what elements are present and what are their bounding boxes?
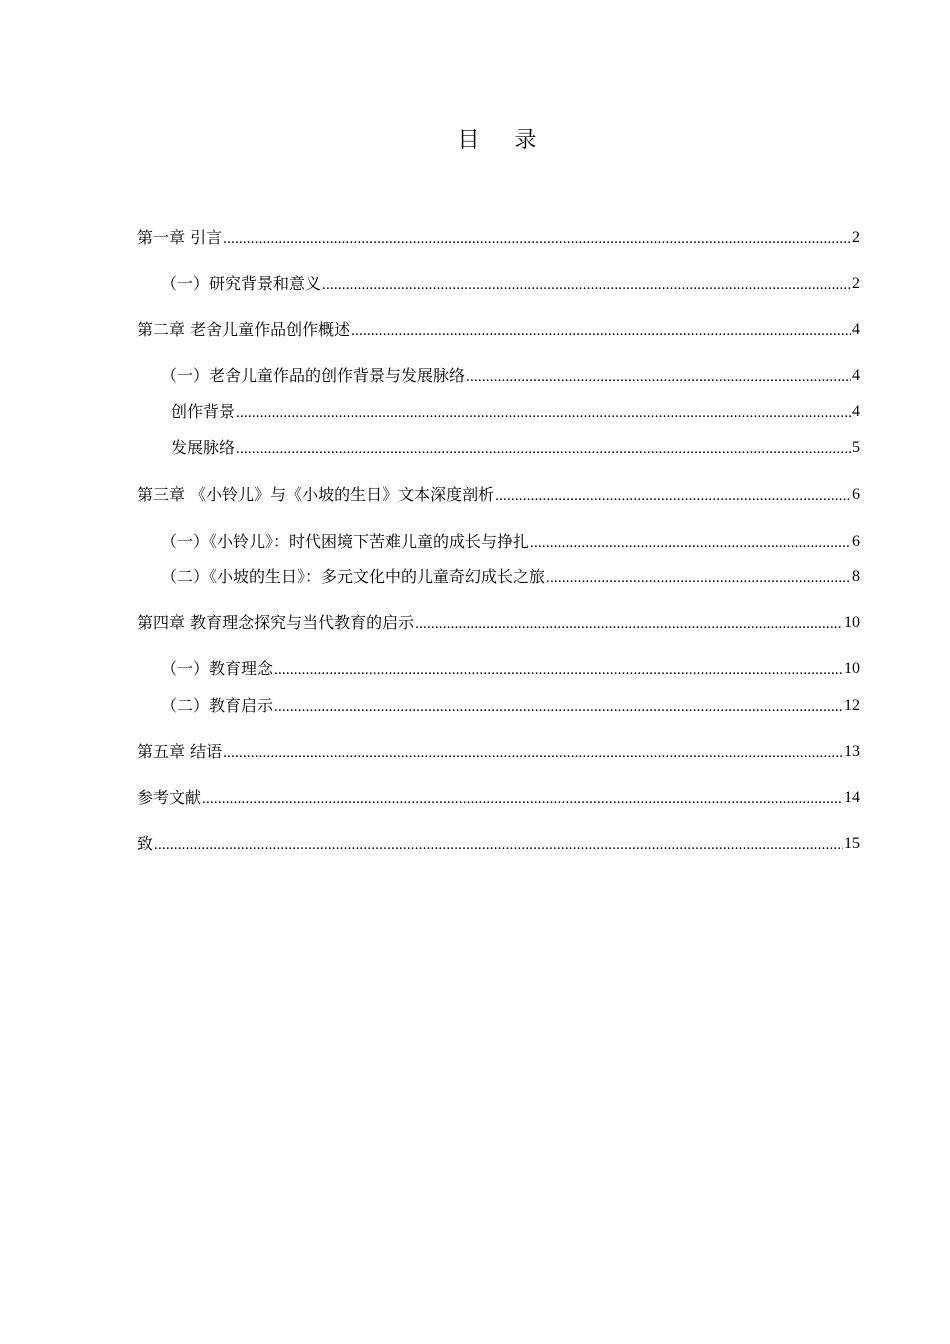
dot-leader xyxy=(236,439,851,459)
toc-entry-subsection-creation-background[interactable] xyxy=(171,401,860,423)
toc-entry-section-3-1[interactable] xyxy=(161,531,860,553)
toc-entry-chapter-2[interactable] xyxy=(137,319,860,341)
toc-entry-chapter-4[interactable] xyxy=(137,612,860,634)
dot-leader xyxy=(495,486,851,506)
dot-leader xyxy=(322,275,851,295)
toc-entry-section-2-1[interactable] xyxy=(161,365,860,387)
toc-page-number: 4 xyxy=(852,403,860,420)
dot-leader xyxy=(274,697,843,717)
toc-entry-label: 第四章 教育理念探究与当代教育的启示 xyxy=(137,613,415,632)
dot-leader xyxy=(223,743,843,763)
toc-page-number: 13 xyxy=(844,743,860,760)
toc-entry-label: （一）教育理念 xyxy=(161,659,274,678)
toc-entry-chapter-3[interactable] xyxy=(137,484,860,506)
toc-page-number: 8 xyxy=(852,568,860,585)
toc-page-number: 6 xyxy=(852,486,860,503)
dot-leader xyxy=(223,229,851,249)
dot-leader xyxy=(546,568,851,588)
toc-entry-label: （一）研究背景和意义 xyxy=(161,274,322,293)
toc-page-number: 2 xyxy=(852,229,860,246)
toc-page-number: 4 xyxy=(852,321,860,338)
dot-leader xyxy=(202,789,843,809)
toc-page-number: 2 xyxy=(852,275,860,292)
toc-page-number: 12 xyxy=(844,697,860,714)
toc-entry-label: （二）《小坡的生日》：多元文化中的儿童奇幻成长之旅 xyxy=(161,567,546,586)
dot-leader xyxy=(236,403,851,423)
toc-title: 目 录 xyxy=(457,128,551,153)
toc-entry-label: （一）老舍儿童作品的创作背景与发展脉络 xyxy=(161,366,466,385)
dot-leader xyxy=(274,660,843,680)
toc-entry-section-4-1[interactable] xyxy=(161,658,860,680)
toc-page-number: 10 xyxy=(844,614,860,631)
toc-entry-label: 创作背景 xyxy=(171,402,236,421)
dot-leader xyxy=(154,835,843,855)
dot-leader xyxy=(415,614,843,634)
dot-leader xyxy=(351,321,851,341)
toc-entry-label: 第三章 《小铃儿》与《小坡的生日》文本深度剖析 xyxy=(137,485,495,504)
toc-entry-subsection-development[interactable] xyxy=(171,437,860,459)
toc-entry-section-1-1[interactable] xyxy=(161,273,860,295)
toc-entry-label: 参考文献 xyxy=(137,788,202,807)
toc-entry-chapter-5[interactable] xyxy=(137,741,860,763)
toc-page-number: 15 xyxy=(844,835,860,852)
toc-page-number: 14 xyxy=(844,789,860,806)
toc-entry-label: 第五章 结语 xyxy=(137,742,223,761)
toc-entry-section-3-2[interactable] xyxy=(161,566,860,588)
toc-entry-section-4-2[interactable] xyxy=(161,695,860,717)
toc-page-number: 4 xyxy=(852,367,860,384)
toc-entry-acknowledgements[interactable] xyxy=(137,833,860,855)
toc-entry-label: （二）教育启示 xyxy=(161,696,274,715)
toc-entry-label: 第二章 老舍儿童作品创作概述 xyxy=(137,320,351,339)
toc-entry-label: 致 xyxy=(137,834,154,853)
toc-page-number: 10 xyxy=(844,660,860,677)
toc-entry-chapter-1[interactable] xyxy=(137,227,860,249)
toc-entry-label: 发展脉络 xyxy=(171,438,236,457)
dot-leader xyxy=(530,533,851,553)
dot-leader xyxy=(466,367,851,387)
toc-page-number: 5 xyxy=(852,439,860,456)
toc-page-number: 6 xyxy=(852,533,860,550)
toc-entry-references[interactable] xyxy=(137,787,860,809)
toc-entry-label: （一）《小铃儿》：时代困境下苦难儿童的成长与挣扎 xyxy=(161,532,530,551)
toc-entry-label: 第一章 引言 xyxy=(137,228,223,247)
